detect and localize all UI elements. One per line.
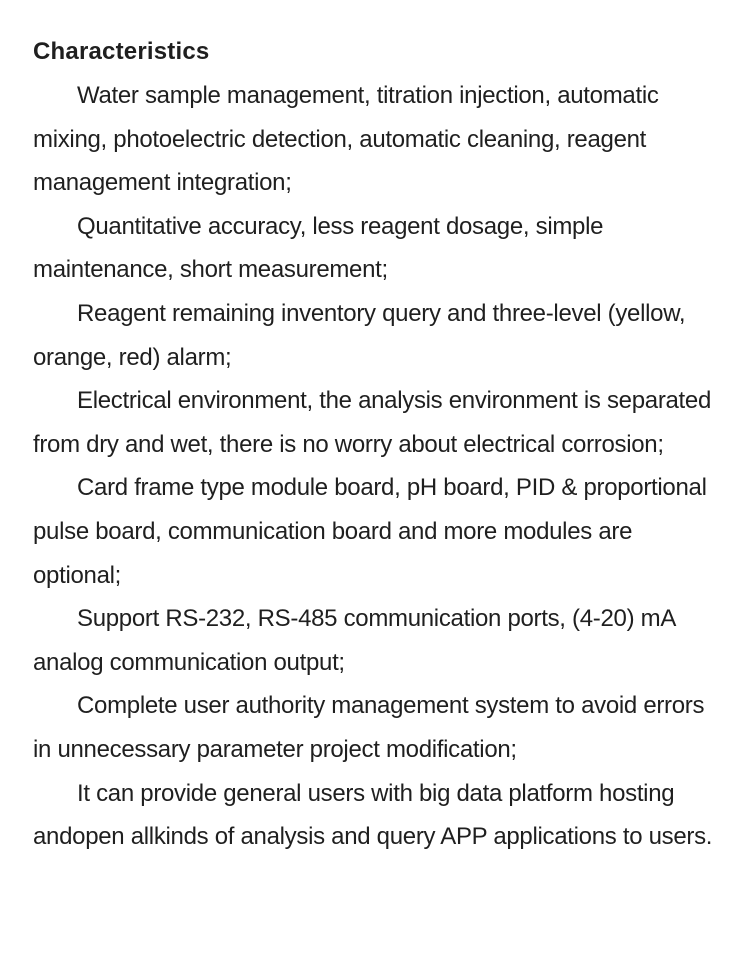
- section-heading: Characteristics: [33, 38, 210, 65]
- paragraph-user-authority: Complete user authority management system to avoid errors in unnecessary parameter project modification;: [33, 692, 705, 763]
- paragraph-accuracy: Quantitative accuracy, less reagent dosage, simple maintenance, short measurement;: [33, 212, 604, 284]
- paragraph-electrical-environment: Electrical environment, the analysis environment is separated from dry and wet, there is no worry about electrical corrosion;: [33, 387, 712, 458]
- paragraph-big-data-platform: It can provide general users with big data platform hosting andopen allkinds of analysis and query APP applications to users.: [33, 779, 713, 851]
- paragraph-module-boards: Card frame type module board, pH board, PID & proportional pulse board, communication board and more modules are optional;: [33, 474, 707, 589]
- paragraph-inventory-alarm: Reagent remaining inventory query and three-level (yellow, orange, red) alarm;: [33, 299, 686, 371]
- paragraph-communication-ports: Support RS-232, RS-485 communication ports, (4-20) mA analog communication output;: [33, 605, 675, 676]
- paragraph-integration: Water sample management, titration injection, automatic mixing, photoelectric detection, automatic cleaning, reagent management integration;: [33, 82, 659, 197]
- document-body: [33, 30, 718, 859]
